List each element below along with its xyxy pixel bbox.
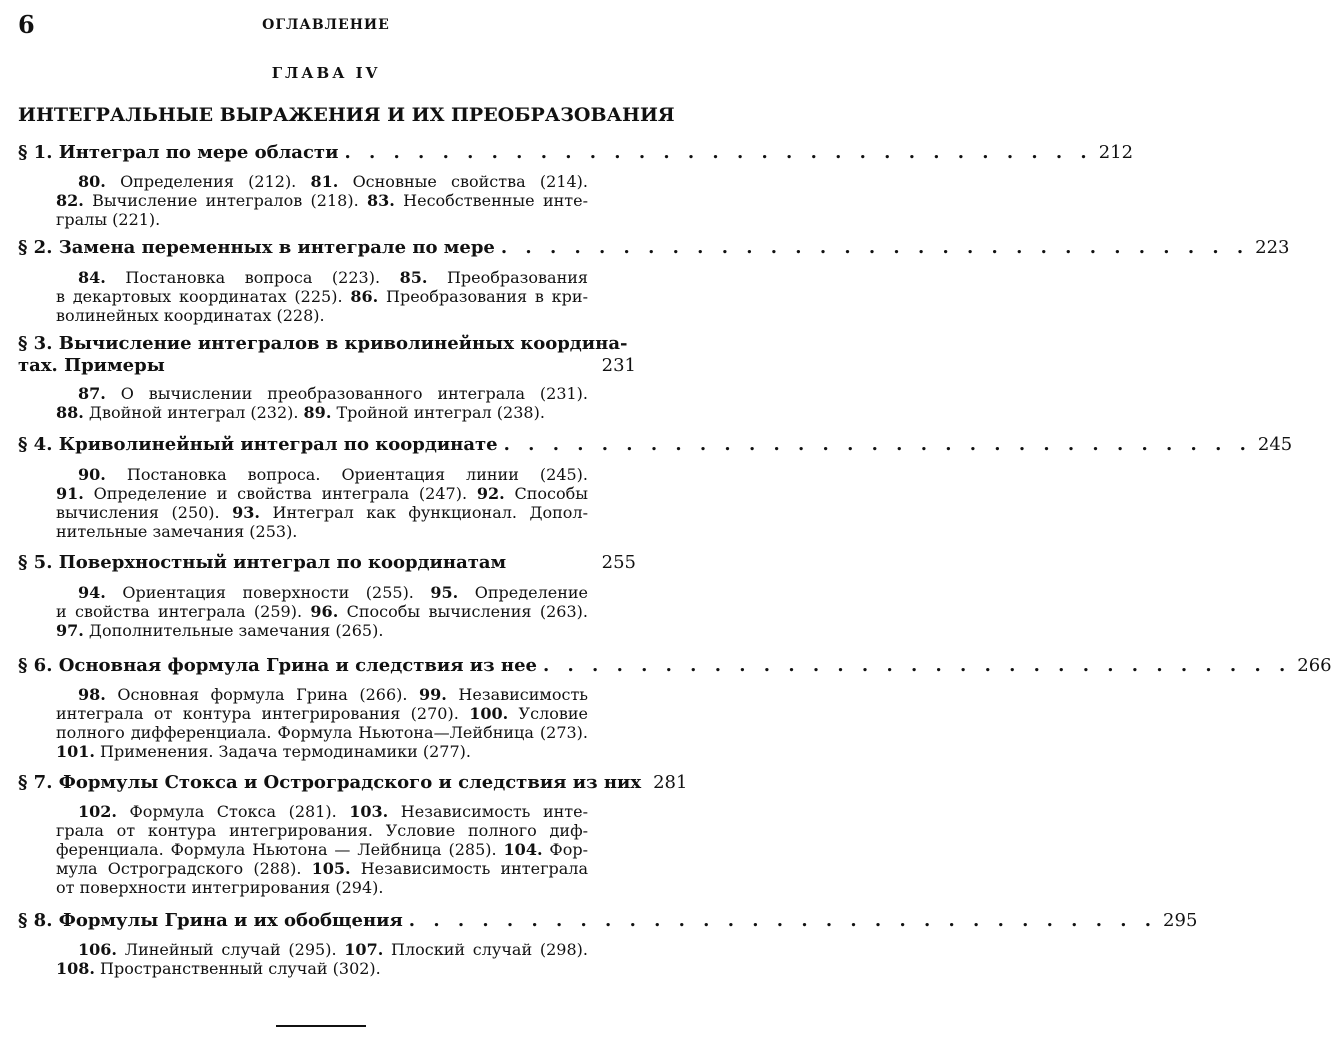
item-number: 84. xyxy=(78,268,106,287)
item-line: гралы (221). xyxy=(56,210,161,229)
section-heading-4[interactable] xyxy=(18,434,1293,456)
section-page: 266 xyxy=(1297,655,1332,676)
item-line: 108. Пространственный случай (302). xyxy=(56,959,381,978)
section-page: 255 xyxy=(601,552,636,573)
item-line: волинейных координатах (228). xyxy=(56,306,325,325)
item-line: 102. Формула Стокса (281). 103. Независимость инте- xyxy=(78,802,588,821)
section-heading-1[interactable] xyxy=(18,142,1134,164)
section-title: § 8. Формулы Грина и их обобщения xyxy=(18,910,403,931)
item-number: 100. xyxy=(469,704,509,723)
section-title: § 4. Криволинейный интеграл по координате xyxy=(18,434,498,455)
dot-leader: . . . . . . . . . . . . . . . . . . . . . . . . . . . . . . . xyxy=(500,237,1250,258)
section-title: § 2. Замена переменных в интеграле по мере xyxy=(18,237,495,258)
section-page: 223 xyxy=(1255,237,1290,258)
section-title: § 5. Поверхностный интеграл по координатам xyxy=(18,552,507,573)
section-title-line-1: § 3. Вычисление интегралов в криволинейных координа- xyxy=(18,333,628,354)
item-line: в декартовых координатах (225). 86. Преобразования в кри- xyxy=(56,287,588,306)
item-number: 106. xyxy=(78,940,117,959)
item-line: от поверхности интегрирования (294). xyxy=(56,878,384,897)
item-line: 84. Постановка вопроса (223). 85. Преобразования xyxy=(78,268,588,287)
item-line: 82. Вычисление интегралов (218). 83. Несобственные инте- xyxy=(56,191,588,210)
item-number: 89. xyxy=(303,403,332,422)
item-number: 83. xyxy=(366,191,395,210)
item-number: 98. xyxy=(78,685,106,704)
section-heading-3[interactable] xyxy=(18,333,636,377)
section-page: 212 xyxy=(1098,142,1134,163)
item-number: 80. xyxy=(78,172,106,191)
item-number: 93. xyxy=(232,503,260,522)
item-line: 90. Постановка вопроса. Ориентация линии (245). xyxy=(78,465,588,484)
item-line: нительные замечания (253). xyxy=(56,522,298,541)
item-number: 108. xyxy=(56,959,95,978)
section-items-4 xyxy=(56,465,588,541)
section-title-line-2: тах. Примеры xyxy=(18,355,165,376)
item-number: 96. xyxy=(310,602,339,621)
section-title: § 6. Основная формула Грина и следствия из нее xyxy=(18,655,537,676)
item-line: 94. Ориентация поверхности (255). 95. Определение xyxy=(78,583,589,602)
item-line: интеграла от контура интегрирования (270). 100. Условие xyxy=(56,704,589,723)
section-title: § 7. Формулы Стокса и Остроградского и следствия из них xyxy=(18,772,642,793)
section-page: 281 xyxy=(653,772,688,793)
section-heading-7[interactable] xyxy=(18,772,688,794)
item-number: 97. xyxy=(56,621,84,640)
item-line: 101. Применения. Задача термодинамики (277). xyxy=(56,742,471,761)
section-heading-5[interactable] xyxy=(18,552,636,574)
item-number: 101. xyxy=(56,742,95,761)
dot-leader: . . . . . . . . . . . . . . . . . . . . . . . . . . . . . . . xyxy=(344,142,1093,163)
item-number: 92. xyxy=(476,484,505,503)
section-items-5 xyxy=(56,583,588,640)
section-items-8 xyxy=(56,940,588,978)
item-number: 81. xyxy=(310,172,339,191)
item-line: мула Остроградского (288). 105. Независимость интеграла xyxy=(56,859,588,878)
item-line: ференциала. Формула Ньютона — Лейбница (285). 104. Фор- xyxy=(56,840,588,859)
item-number: 86. xyxy=(350,287,379,306)
item-number: 103. xyxy=(349,802,389,821)
item-line: грала от контура интегрирования. Условие полного диф- xyxy=(56,821,588,840)
item-number: 95. xyxy=(430,583,459,602)
item-number: 90. xyxy=(78,465,106,484)
item-number: 107. xyxy=(344,940,384,959)
item-line: 97. Дополнительные замечания (265). xyxy=(56,621,384,640)
chapter-title: ИНТЕГРАЛЬНЫЕ ВЫРАЖЕНИЯ И ИХ ПРЕОБРАЗОВАНИЯ xyxy=(18,104,675,126)
dot-leader: . . . . . . . . . . . . . . . . . . . . . . . . . . . . . . . xyxy=(542,655,1292,676)
section-page: 231 xyxy=(601,355,636,376)
item-line: 98. Основная формула Грина (266). 99. Независимость xyxy=(78,685,589,704)
item-line: 106. Линейный случай (295). 107. Плоский случай (298). xyxy=(78,940,588,959)
section-items-6 xyxy=(56,685,588,761)
item-number: 82. xyxy=(56,191,84,210)
end-rule xyxy=(276,1025,366,1027)
section-items-7 xyxy=(56,802,588,897)
page-number: 6 xyxy=(18,10,35,39)
section-heading-6[interactable] xyxy=(18,655,1332,677)
item-number: 88. xyxy=(56,403,84,422)
item-number: 94. xyxy=(78,583,106,602)
section-heading-8[interactable] xyxy=(18,910,1198,932)
item-number: 104. xyxy=(503,840,543,859)
section-items-2 xyxy=(56,268,588,325)
item-line: 80. Определения (212). 81. Основные свойства (214). xyxy=(78,172,589,191)
item-number: 105. xyxy=(311,859,351,878)
item-line: 87. О вычислении преобразованного интеграла (231). xyxy=(78,384,588,403)
section-items-3 xyxy=(56,384,588,422)
item-line: вычисления (250). 93. Интеграл как функционал. Допол- xyxy=(56,503,588,522)
item-line: и свойства интеграла (259). 96. Способы вычисления (263). xyxy=(56,602,588,621)
section-heading-2[interactable] xyxy=(18,237,1290,259)
dot-leader: . . . . . . . . . . . . . . . . . . . . . . . . . . . . . . . xyxy=(503,434,1252,455)
section-page: 295 xyxy=(1163,910,1198,931)
section-page: 245 xyxy=(1257,434,1293,455)
dot-leader: . . . . . . . . . . . . . . . . . . . . . . . . . . . . . . . xyxy=(408,910,1158,931)
item-line: 91. Определение и свойства интеграла (247). 92. Способы xyxy=(56,484,588,503)
item-number: 85. xyxy=(399,268,428,287)
item-line: полного дифференциала. Формула Ньютона—Лейбница (273). xyxy=(56,723,588,742)
item-number: 87. xyxy=(78,384,106,403)
running-head: ОГЛАВЛЕНИЕ xyxy=(262,17,390,33)
chapter-label: ГЛАВА IV xyxy=(271,64,381,82)
section-items-1 xyxy=(56,172,588,229)
item-line: 88. Двойной интеграл (232). 89. Тройной интеграл (238). xyxy=(56,403,545,422)
section-title-row xyxy=(18,355,636,377)
item-number: 91. xyxy=(56,484,84,503)
item-number: 102. xyxy=(78,802,117,821)
item-number: 99. xyxy=(419,685,447,704)
section-title: § 1. Интеграл по мере области xyxy=(18,142,339,163)
